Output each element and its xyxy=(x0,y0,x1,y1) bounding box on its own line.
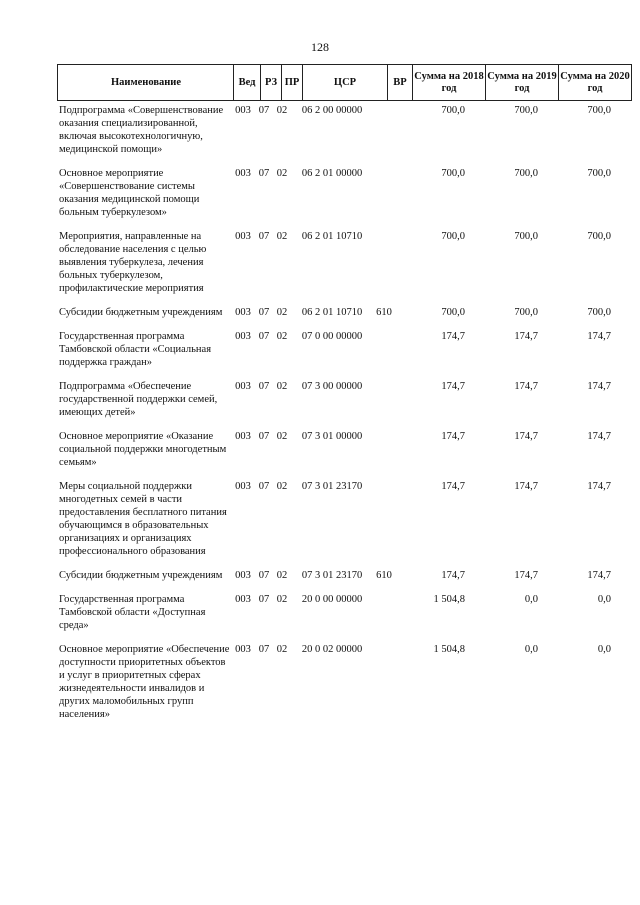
row-sum-2020: 174,7 xyxy=(587,431,611,442)
row-pr: 02 xyxy=(276,168,288,179)
row-vr xyxy=(373,167,395,230)
row-name: Субсидии бюджетным учреждениям xyxy=(59,570,223,581)
row-vr xyxy=(373,593,395,643)
row-vr xyxy=(373,380,395,430)
budget-table xyxy=(57,104,614,732)
row-rz: 07 xyxy=(258,431,270,442)
row-vr: 610 xyxy=(376,570,392,581)
row-name: Мероприятия, направленные на обследование населения с целью выявления туберкулеза, лечения больных туберкулезом, профилактические мероприятия xyxy=(59,231,207,294)
row-rz: 07 xyxy=(258,644,270,655)
row-sum-2019: 0,0 xyxy=(524,644,538,655)
table-body xyxy=(57,104,614,732)
header-sum-2018: Сумма на 2018 год xyxy=(413,65,486,101)
row-ved: 003 xyxy=(235,594,251,605)
header-sum-2020: Сумма на 2020 год xyxy=(559,65,632,101)
row-sum-2020: 700,0 xyxy=(587,105,611,116)
row-csr: 06 2 01 00000 xyxy=(301,168,363,179)
row-vr xyxy=(373,330,395,380)
row-sum-2018: 700,0 xyxy=(441,168,465,179)
row-pr: 02 xyxy=(276,431,288,442)
page-number: 128 xyxy=(311,40,329,54)
row-pr: 02 xyxy=(276,105,288,116)
row-rz: 07 xyxy=(258,481,270,492)
row-csr: 20 0 00 00000 xyxy=(301,594,363,605)
table-row xyxy=(57,230,614,306)
row-ved: 003 xyxy=(235,570,251,581)
row-vr xyxy=(373,643,395,732)
row-pr: 02 xyxy=(276,307,288,318)
row-sum-2020: 174,7 xyxy=(587,570,611,581)
row-rz: 07 xyxy=(258,381,270,392)
row-csr: 07 3 00 00000 xyxy=(301,381,363,392)
row-name: Основное мероприятие «Оказание социальной поддержки многодетным семьям» xyxy=(59,431,227,468)
table-row xyxy=(57,430,614,480)
row-sum-2020: 700,0 xyxy=(587,168,611,179)
row-sum-2019: 700,0 xyxy=(514,105,538,116)
row-sum-2018: 1 504,8 xyxy=(433,644,465,655)
header-rz: РЗ xyxy=(261,65,282,101)
row-name: Основное мероприятие «Обеспечение доступности приоритетных объектов и услуг в приоритетных сферах жизнедеятельности инвалидов и других маломобильных групп населения» xyxy=(59,644,230,720)
row-csr: 07 3 01 23170 xyxy=(301,481,363,492)
header-ved: Вед xyxy=(234,65,261,101)
row-pr: 02 xyxy=(276,381,288,392)
row-name: Подпрограмма «Совершенствование оказания специализированной, включая высокотехнологичную, медицинской помощи» xyxy=(59,105,224,155)
row-sum-2019: 174,7 xyxy=(514,431,538,442)
row-sum-2019: 174,7 xyxy=(514,331,538,342)
header-csr: ЦСР xyxy=(303,65,388,101)
row-name: Меры социальной поддержки многодетных семей в части предоставления бесплатного питания обучающимся в образовательных организациях и организациях профессионального образования xyxy=(59,481,227,557)
row-pr: 02 xyxy=(276,644,288,655)
row-vr: 610 xyxy=(376,307,392,318)
row-sum-2018: 174,7 xyxy=(441,431,465,442)
row-sum-2020: 700,0 xyxy=(587,307,611,318)
row-sum-2019: 700,0 xyxy=(514,231,538,242)
row-pr: 02 xyxy=(276,231,288,242)
row-csr: 06 2 01 10710 xyxy=(301,231,363,242)
row-sum-2020: 174,7 xyxy=(587,481,611,492)
table-row xyxy=(57,104,614,167)
row-ved: 003 xyxy=(235,105,251,116)
row-name: Подпрограмма «Обеспечение государственной поддержки семей, имеющих детей» xyxy=(59,381,218,418)
row-ved: 003 xyxy=(235,307,251,318)
row-sum-2020: 0,0 xyxy=(597,644,611,655)
row-rz: 07 xyxy=(258,594,270,605)
table-row xyxy=(57,167,614,230)
row-csr: 07 3 01 00000 xyxy=(301,431,363,442)
row-sum-2019: 0,0 xyxy=(524,594,538,605)
row-sum-2019: 174,7 xyxy=(514,381,538,392)
table-row xyxy=(57,593,614,643)
row-csr: 07 0 00 00000 xyxy=(301,331,363,342)
row-sum-2020: 700,0 xyxy=(587,231,611,242)
row-sum-2018: 700,0 xyxy=(441,307,465,318)
row-ved: 003 xyxy=(235,331,251,342)
row-pr: 02 xyxy=(276,481,288,492)
header-sum-2019: Сумма на 2019 год xyxy=(486,65,559,101)
table-row xyxy=(57,380,614,430)
row-sum-2020: 174,7 xyxy=(587,381,611,392)
header-vr: ВР xyxy=(388,65,413,101)
row-csr: 06 2 01 10710 xyxy=(301,307,363,318)
header-row xyxy=(58,65,632,101)
row-rz: 07 xyxy=(258,168,270,179)
row-sum-2018: 174,7 xyxy=(441,331,465,342)
row-sum-2018: 700,0 xyxy=(441,105,465,116)
row-rz: 07 xyxy=(258,231,270,242)
row-sum-2018: 174,7 xyxy=(441,381,465,392)
row-csr: 20 0 02 00000 xyxy=(301,644,363,655)
row-ved: 003 xyxy=(235,431,251,442)
row-sum-2020: 174,7 xyxy=(587,331,611,342)
row-rz: 07 xyxy=(258,331,270,342)
table-header xyxy=(57,64,632,101)
table-row xyxy=(57,643,614,732)
row-name: Государственная программа Тамбовской области «Социальная поддержка граждан» xyxy=(59,331,212,368)
row-sum-2019: 174,7 xyxy=(514,481,538,492)
row-ved: 003 xyxy=(235,168,251,179)
row-ved: 003 xyxy=(235,644,251,655)
row-sum-2018: 1 504,8 xyxy=(433,594,465,605)
header-name: Наименование xyxy=(58,65,234,101)
row-sum-2018: 700,0 xyxy=(441,231,465,242)
row-csr: 06 2 00 00000 xyxy=(301,105,363,116)
row-rz: 07 xyxy=(258,105,270,116)
row-name: Государственная программа Тамбовской области «Доступная среда» xyxy=(59,594,206,631)
row-sum-2019: 174,7 xyxy=(514,570,538,581)
row-sum-2020: 0,0 xyxy=(597,594,611,605)
row-csr: 07 3 01 23170 xyxy=(301,570,363,581)
row-pr: 02 xyxy=(276,594,288,605)
row-name: Основное мероприятие «Совершенствование системы оказания медицинской помощи больным туберкулезом» xyxy=(59,168,200,218)
row-ved: 003 xyxy=(235,481,251,492)
row-vr xyxy=(373,480,395,569)
row-vr xyxy=(373,230,395,306)
row-ved: 003 xyxy=(235,231,251,242)
table-row xyxy=(57,569,614,593)
header-pr: ПР xyxy=(282,65,303,101)
row-name: Субсидии бюджетным учреждениям xyxy=(59,307,223,318)
row-pr: 02 xyxy=(276,570,288,581)
row-sum-2019: 700,0 xyxy=(514,168,538,179)
row-pr: 02 xyxy=(276,331,288,342)
row-ved: 003 xyxy=(235,381,251,392)
table-row xyxy=(57,330,614,380)
row-sum-2018: 174,7 xyxy=(441,481,465,492)
row-sum-2018: 174,7 xyxy=(441,570,465,581)
table-row xyxy=(57,306,614,330)
table-row xyxy=(57,480,614,569)
row-sum-2019: 700,0 xyxy=(514,307,538,318)
row-vr xyxy=(373,430,395,480)
row-rz: 07 xyxy=(258,307,270,318)
row-rz: 07 xyxy=(258,570,270,581)
row-vr xyxy=(373,104,395,167)
